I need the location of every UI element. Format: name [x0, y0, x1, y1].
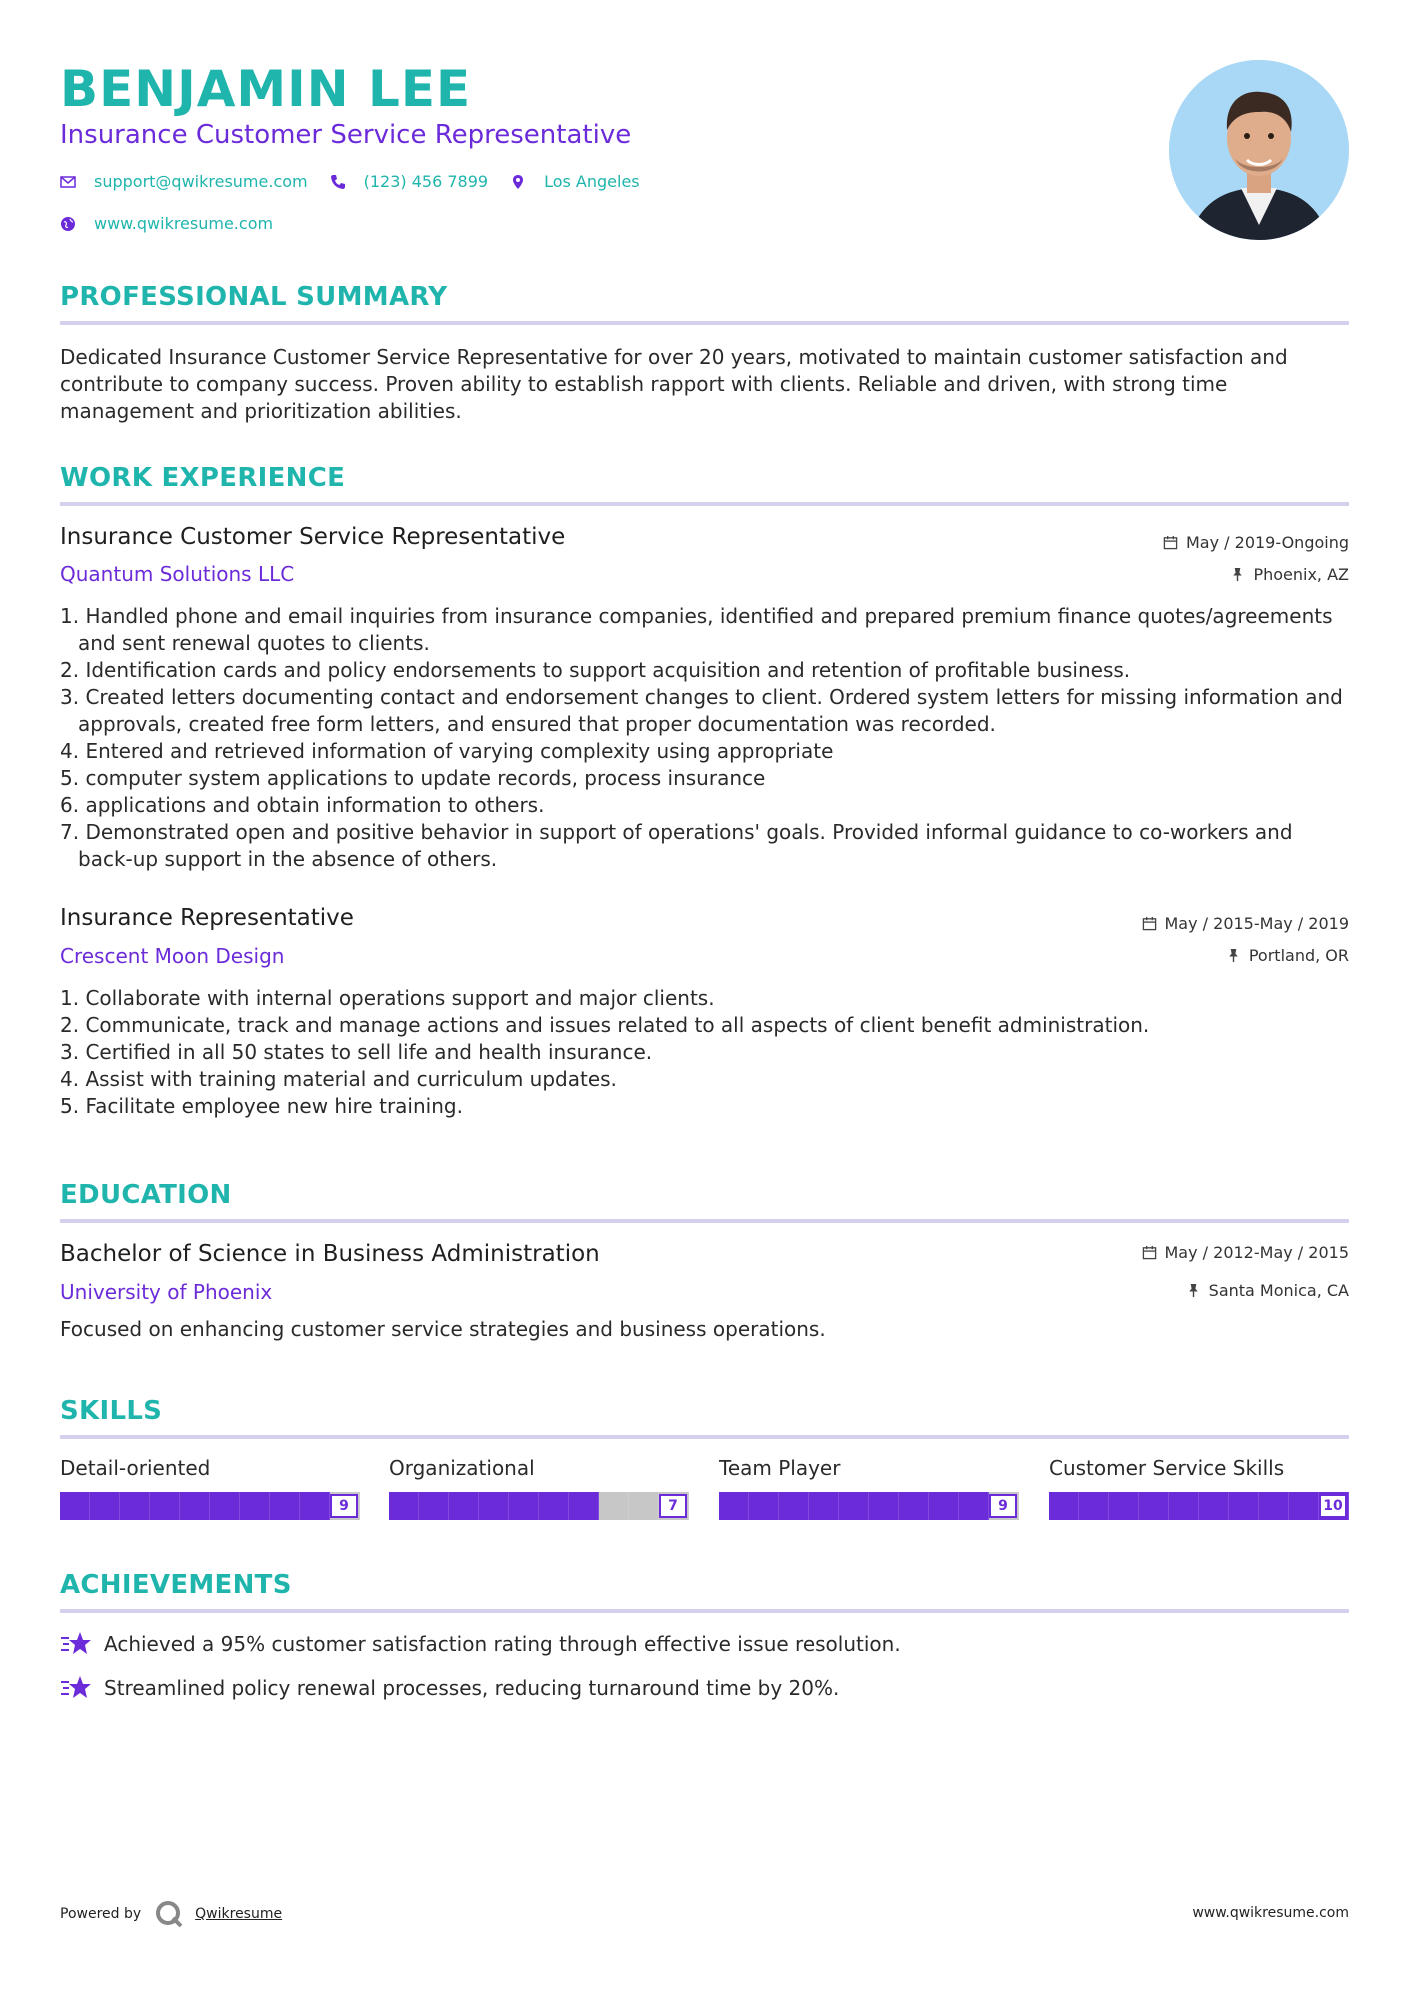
company-name: Quantum Solutions LLC: [60, 562, 295, 586]
skill-segment: [240, 1492, 270, 1520]
skill-segment: [419, 1492, 449, 1520]
qwikresume-link[interactable]: Qwikresume: [195, 1906, 283, 1922]
website-contact[interactable]: [60, 214, 273, 233]
job-dates: [1163, 533, 1349, 552]
list-item: Identification cards and policy endorsements to support acquisition and retention of profitable business.: [85, 658, 1131, 682]
skill-segment: [599, 1492, 629, 1520]
skill-segment: [839, 1492, 869, 1520]
phone-text: (123) 456 7899: [363, 172, 489, 191]
envelope-icon: [60, 174, 76, 190]
section-divider: [60, 502, 1349, 506]
section-divider: [60, 321, 1349, 325]
skill-segment: [270, 1492, 300, 1520]
email-text: support@qwikresume.com: [94, 172, 308, 191]
skill-segment: [749, 1492, 779, 1520]
skill-segment: [120, 1492, 150, 1520]
skill-segment: [539, 1492, 569, 1520]
star-icon: [60, 1674, 92, 1702]
skill-item: [1049, 1456, 1349, 1520]
list-item: Entered and retrieved information of varying complexity using appropriate: [85, 739, 834, 763]
skill-segment: [719, 1492, 749, 1520]
skill-segment: [300, 1492, 330, 1520]
skill-level-value: 9: [989, 1494, 1017, 1518]
list-item: Created letters documenting contact and endorsement changes to client. Ordered system letters for missing information and approvals, created free form letters, and ensured that proper documentation was recorded.: [78, 685, 1343, 736]
skill-item: [389, 1456, 689, 1520]
summary-heading: PROFESSIONAL SUMMARY: [60, 282, 448, 312]
skill-name: Detail-oriented: [60, 1456, 211, 1480]
section-divider: [60, 1609, 1349, 1613]
skill-segment: [929, 1492, 959, 1520]
job-title: Insurance Representative: [60, 905, 354, 931]
experience-heading: WORK EXPERIENCE: [60, 463, 346, 493]
education-dates: [1142, 1243, 1350, 1262]
skill-name: Customer Service Skills: [1049, 1456, 1285, 1480]
skill-segment: [1109, 1492, 1139, 1520]
list-item: Communicate, track and manage actions and issues related to all aspects of client benefit administration.: [85, 1013, 1150, 1037]
pushpin-icon: [1230, 567, 1245, 582]
job-location-text: Portland, OR: [1248, 946, 1349, 965]
pushpin-icon: [1226, 948, 1241, 963]
website-row: [60, 214, 295, 233]
skill-segment: [509, 1492, 539, 1520]
achievements-heading: ACHIEVEMENTS: [60, 1570, 292, 1600]
job-bullets: [60, 985, 1349, 1120]
candidate-title: Insurance Customer Service Representative: [60, 120, 632, 150]
list-item: Certified in all 50 states to sell life and health insurance.: [85, 1040, 653, 1064]
achievement-text: Streamlined policy renewal processes, reducing turnaround time by 20%.: [104, 1676, 840, 1700]
person-photo-icon: [1169, 60, 1349, 240]
email-contact[interactable]: [60, 172, 308, 191]
section-divider: [60, 1219, 1349, 1223]
skill-level-bar: [1049, 1492, 1349, 1520]
degree-title: Bachelor of Science in Business Administration: [60, 1241, 600, 1267]
education-location: [1186, 1281, 1349, 1300]
skill-segment: [569, 1492, 599, 1520]
calendar-icon: [1142, 916, 1157, 931]
achievement-text: Achieved a 95% customer satisfaction rating through effective issue resolution.: [104, 1632, 901, 1656]
skill-level-bar: [389, 1492, 689, 1520]
job-location: [1230, 565, 1349, 584]
skill-name: Team Player: [719, 1456, 841, 1480]
skill-segment: [779, 1492, 809, 1520]
list-item: Facilitate employee new hire training.: [85, 1094, 463, 1118]
skill-segment: [1229, 1492, 1259, 1520]
education-heading: EDUCATION: [60, 1180, 232, 1210]
skill-segment: [1139, 1492, 1169, 1520]
job-dates: [1142, 914, 1350, 933]
skill-segment: [1199, 1492, 1229, 1520]
skill-segment: [1079, 1492, 1109, 1520]
skill-item: [719, 1456, 1019, 1520]
skill-segment: [180, 1492, 210, 1520]
list-item: Demonstrated open and positive behavior in support of operations' goals. Provided informal guidance to co-workers and back-up support in the absence of others.: [78, 820, 1293, 871]
education-location-text: Santa Monica, CA: [1208, 1281, 1349, 1300]
skill-level-bar: [60, 1492, 360, 1520]
skills-heading: SKILLS: [60, 1396, 163, 1426]
skill-segment: [210, 1492, 240, 1520]
skill-segment: [479, 1492, 509, 1520]
skill-item: [60, 1456, 360, 1520]
calendar-icon: [1142, 1245, 1157, 1260]
candidate-name: BENJAMIN LEE: [60, 60, 472, 118]
list-item: applications and obtain information to others.: [85, 793, 545, 817]
summary-text: Dedicated Insurance Customer Service Representative for over 20 years, motivated to maintain customer satisfaction and contribute to company success. Proven ability to establish rapport with clients. Reliable and driven, with strong time management and prioritization abilities.: [60, 345, 1288, 423]
skill-segment: [1049, 1492, 1079, 1520]
skill-level-value: 9: [330, 1494, 358, 1518]
skill-segment: [869, 1492, 899, 1520]
phone-contact[interactable]: [330, 172, 488, 191]
skill-level-bar: [719, 1492, 1019, 1520]
list-item: Collaborate with internal operations support and major clients.: [85, 986, 715, 1010]
powered-by-label: Powered by: [60, 1906, 142, 1922]
education-dates-text: May / 2012-May / 2015: [1164, 1243, 1349, 1262]
location-text: Los Angeles: [544, 172, 640, 191]
skill-segment: [389, 1492, 419, 1520]
pushpin-icon: [1186, 1283, 1201, 1298]
skill-segment: [90, 1492, 120, 1520]
school-name: University of Phoenix: [60, 1280, 273, 1304]
skill-level-value: 7: [659, 1494, 687, 1518]
website-text: www.qwikresume.com: [94, 214, 274, 233]
phone-icon: [330, 174, 346, 190]
company-name: Crescent Moon Design: [60, 944, 285, 968]
skill-segment: [60, 1492, 90, 1520]
profile-photo: [1169, 60, 1349, 240]
skill-segment: [150, 1492, 180, 1520]
section-divider: [60, 1435, 1349, 1439]
skill-segment: [1169, 1492, 1199, 1520]
list-item: computer system applications to update records, process insurance: [85, 766, 766, 790]
job-bullets: [60, 603, 1349, 873]
skill-segment: [1259, 1492, 1289, 1520]
skill-segment: [629, 1492, 659, 1520]
job-dates-text: May / 2019-Ongoing: [1186, 533, 1349, 552]
list-item: Assist with training material and curriculum updates.: [85, 1067, 617, 1091]
skill-segment: [1289, 1492, 1319, 1520]
star-icon: [60, 1630, 92, 1658]
calendar-icon: [1163, 535, 1178, 550]
education-description: Focused on enhancing customer service strategies and business operations.: [60, 1317, 826, 1341]
achievement-item: [60, 1674, 839, 1702]
job-location-text: Phoenix, AZ: [1253, 565, 1349, 584]
skill-segment: [449, 1492, 479, 1520]
skill-segment: [959, 1492, 989, 1520]
job-dates-text: May / 2015-May / 2019: [1164, 914, 1349, 933]
location-contact: [510, 172, 640, 191]
skill-segment: [809, 1492, 839, 1520]
job-title: Insurance Customer Service Representative: [60, 524, 566, 550]
globe-icon: [60, 216, 76, 232]
skill-level-value: 10: [1319, 1494, 1347, 1518]
map-pin-icon: [510, 174, 526, 190]
footer-url[interactable]: www.qwikresume.com: [1192, 1905, 1349, 1921]
list-item: Handled phone and email inquiries from insurance companies, identified and prepared premium finance quotes/agreements and sent renewal quotes to clients.: [78, 604, 1333, 655]
achievement-item: [60, 1630, 901, 1658]
contact-row: [60, 172, 662, 191]
footer-powered-by: [60, 1900, 282, 1928]
skill-name: Organizational: [389, 1456, 535, 1480]
job-location: [1226, 946, 1349, 965]
skill-segment: [899, 1492, 929, 1520]
qwikresume-logo-icon: [155, 1900, 183, 1928]
